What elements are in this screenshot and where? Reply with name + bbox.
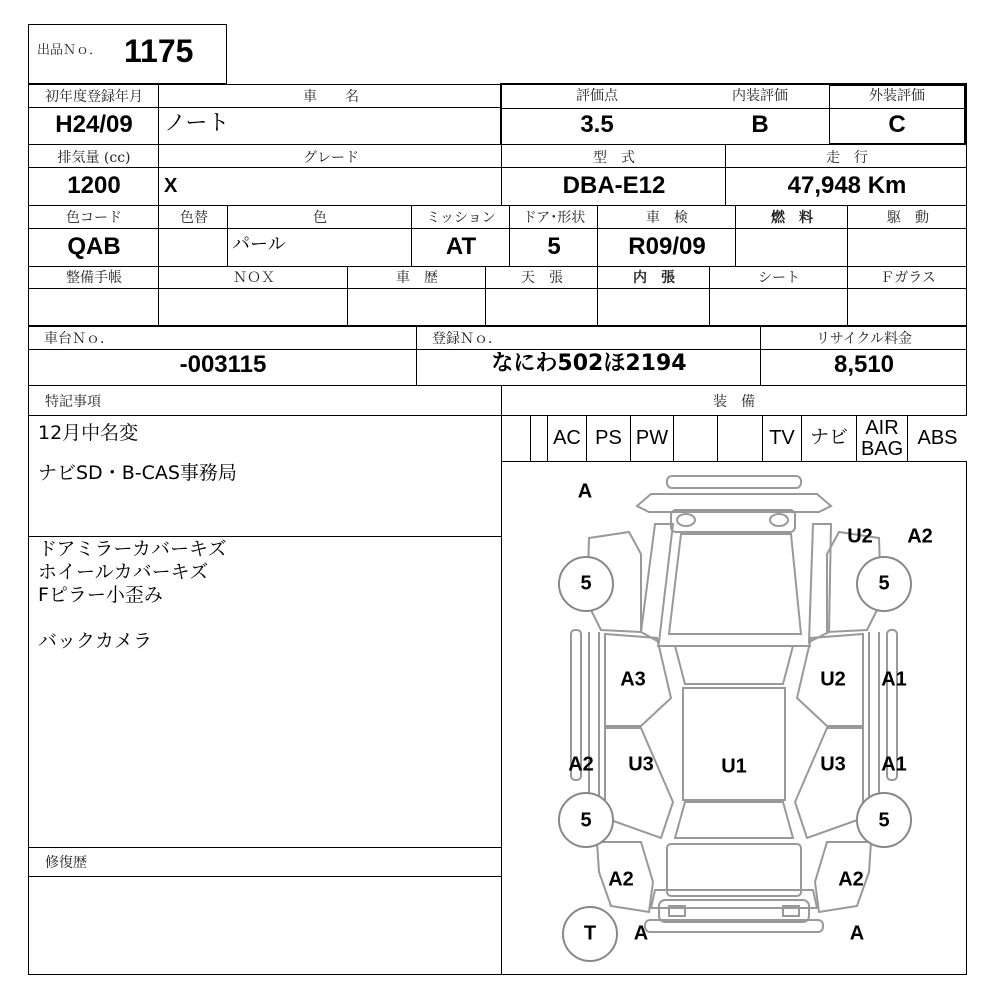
spare-tire: T [583, 922, 597, 945]
maintenance-cell [28, 266, 159, 326]
plate-label: 登録Ｎｏ． [432, 331, 502, 347]
lot-number-label: 出品Ｎｏ． [37, 43, 103, 58]
damage-left-front-door: A3 [620, 668, 646, 691]
damage-roof: U1 [721, 755, 747, 778]
tire-rear-right: 5 [878, 809, 890, 832]
interior-trim-label: 内 張 [633, 270, 675, 286]
displacement-value: 1200 [67, 172, 121, 199]
equip-ps: PS [586, 415, 631, 462]
equip-pw: PW [630, 415, 674, 462]
recycle-label: リサイクル料金 [815, 331, 913, 347]
recycle-cell [760, 326, 967, 386]
damage-rear-bumper-right: A [849, 922, 865, 945]
damage-right-front-step: A1 [881, 668, 907, 691]
model-label: 型 式 [593, 150, 635, 166]
door-value: 5 [547, 233, 561, 260]
plate-value: なにわ502ほ2194 [491, 351, 687, 376]
glass-label: Ｆガラス [880, 270, 936, 286]
nox-cell [158, 266, 348, 326]
mission-label: ミッション [426, 210, 496, 226]
equip-slot [717, 415, 763, 462]
grade-value: X [164, 175, 178, 197]
equip-abs: ABS [907, 415, 967, 462]
tire-front-right: 5 [878, 572, 890, 595]
mileage-value: 47,948 Km [787, 172, 907, 199]
note-line: バックカメラ [38, 630, 153, 652]
note-line: ホイールカバーキズ [38, 561, 209, 583]
score-value: 3.5 [580, 111, 614, 138]
note-line: Fピラー小歪み [38, 584, 163, 606]
equip-ac: AC [547, 415, 587, 462]
chassis-value: -003115 [179, 351, 267, 378]
door-cell [509, 205, 598, 267]
inspection-label: 車 検 [646, 210, 688, 226]
reg-date-cell [28, 84, 159, 145]
model-value: DBA-E12 [562, 172, 666, 199]
model-cell [501, 144, 726, 206]
equip-tv: TV [762, 415, 802, 462]
exterior-score-cell [829, 85, 965, 144]
color-code-label: 色コード [66, 210, 122, 226]
interior-score-value: B [751, 111, 769, 138]
reg-date-label: 初年度登録年月 [45, 89, 143, 105]
maintenance-label: 整備手帳 [66, 270, 122, 286]
grade-label: グレード [303, 150, 359, 166]
tire-rear-left: 5 [580, 809, 592, 832]
seat-label: シート [758, 270, 800, 286]
fuel-cell [735, 205, 848, 267]
chassis-cell [28, 326, 417, 386]
note-line: ドアミラーカバーキズ [38, 538, 227, 560]
damage-left-rear-fender: A2 [608, 868, 634, 891]
car-name-cell [158, 84, 502, 145]
inspection-value: R09/09 [628, 233, 706, 260]
damage-right-front-fender: A2 [907, 525, 933, 548]
tire-front-left: 5 [580, 572, 592, 595]
damage-left-rear-step: A2 [568, 753, 594, 776]
seat-cell [709, 266, 848, 326]
notes-label: 特記事項 [45, 394, 101, 410]
history-cell [347, 266, 486, 326]
fuel-label: 燃 料 [771, 210, 813, 226]
color-label: 色 [313, 210, 327, 226]
glass-cell [847, 266, 967, 326]
equip-navi: ナビ [801, 415, 857, 462]
damage-rear-bumper-left: A [633, 922, 649, 945]
color-code-value: QAB [67, 233, 121, 260]
mileage-cell [725, 144, 967, 206]
displacement-cell [28, 144, 159, 206]
mission-value: AT [445, 233, 477, 260]
color-cell [227, 205, 412, 267]
equip-airbag: AIR BAG [856, 415, 908, 462]
interior-score-label: 内装評価 [732, 88, 788, 104]
color-value: パール [232, 234, 286, 255]
repaint-label: 色替 [180, 210, 208, 226]
displacement-label: 排気量 (cc) [57, 150, 131, 166]
damage-left-rear-door: U3 [628, 753, 654, 776]
interior-trim-cell [597, 266, 710, 326]
plate-cell [416, 326, 761, 386]
reg-date-value: H24/09 [55, 111, 133, 138]
repaint-cell [158, 205, 228, 267]
drive-cell [847, 205, 967, 267]
note-line: 12月中名変 [38, 422, 139, 444]
sunroof-cell [485, 266, 598, 326]
exterior-score-value: C [888, 111, 906, 138]
exterior-score-label: 外装評価 [869, 88, 925, 104]
score-cell [502, 85, 692, 144]
lot-number-box [28, 24, 227, 84]
drive-label: 駆 動 [887, 210, 929, 226]
chassis-label: 車台Ｎｏ． [44, 331, 114, 347]
inspection-cell [597, 205, 736, 267]
damage-right-rear-door: U3 [820, 753, 846, 776]
equip-slot [530, 415, 548, 462]
damage-right-rear-fender: A2 [838, 868, 864, 891]
car-name-value: ノート [164, 111, 230, 136]
damage-right-front-door: U2 [820, 668, 846, 691]
nox-label: ＮＯＸ [233, 270, 275, 286]
car-diagram [501, 462, 967, 974]
mission-cell [411, 205, 510, 267]
score-label: 評価点 [576, 88, 618, 104]
equipment-label: 装 備 [713, 394, 755, 410]
color-code-cell [28, 205, 159, 267]
car-name-label: 車 名 [303, 89, 359, 105]
damage-right-mirror: U2 [847, 525, 873, 548]
repair-label: 修復歴 [45, 855, 87, 871]
interior-score-cell [691, 85, 830, 144]
note-line: ナビSD・B-CAS事務局 [38, 462, 237, 484]
equip-slot [673, 415, 718, 462]
damage-right-rear-step: A1 [881, 753, 907, 776]
grade-cell [158, 144, 502, 206]
lot-number-value: 1175 [124, 33, 194, 69]
sunroof-label: 天 張 [521, 270, 563, 286]
history-label: 車 歴 [396, 270, 438, 286]
mileage-label: 走 行 [826, 150, 868, 166]
recycle-value: 8,510 [833, 351, 895, 378]
door-label: ドア･形状 [522, 210, 586, 226]
damage-front-bumper: A [577, 480, 593, 503]
